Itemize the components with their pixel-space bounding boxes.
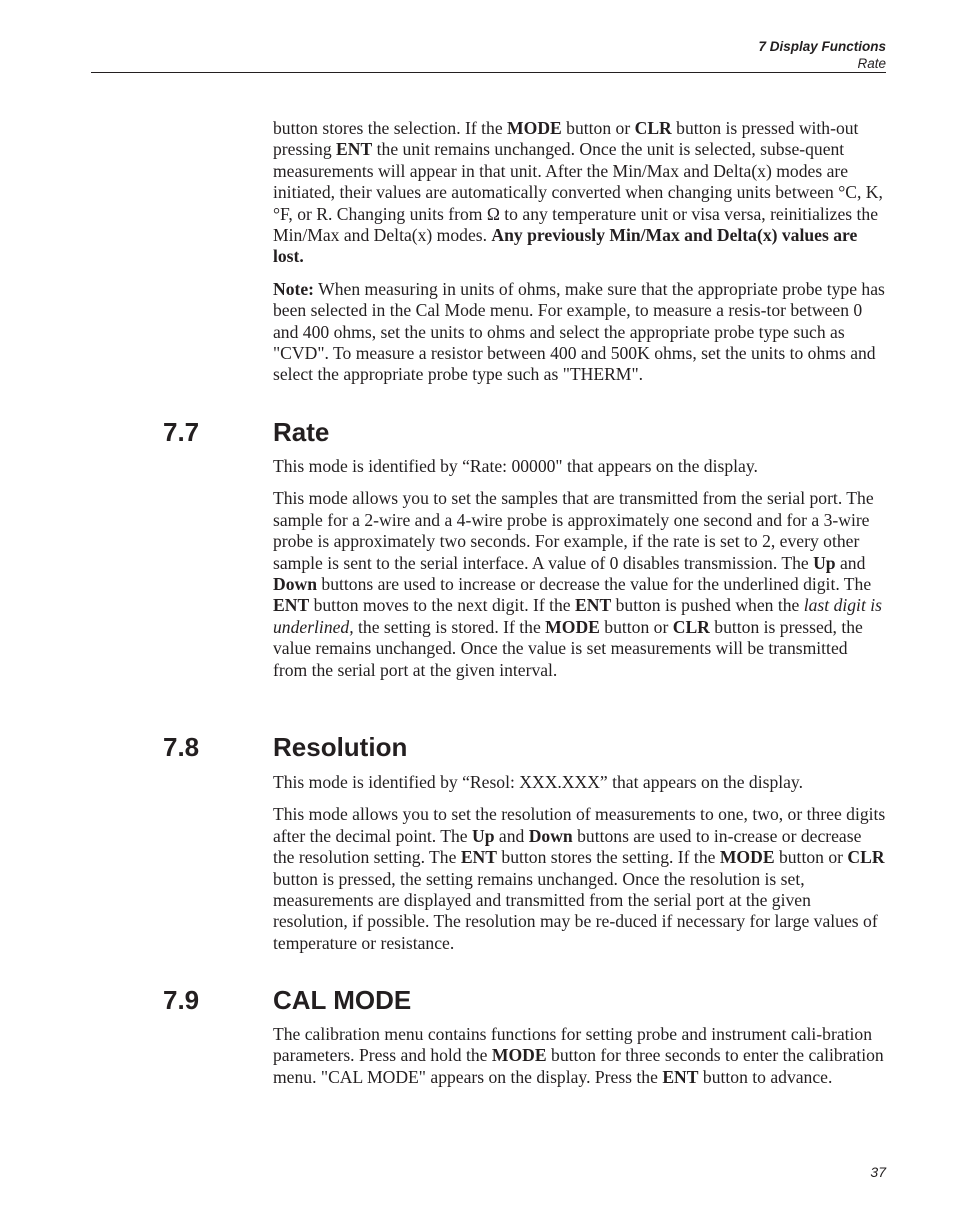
bold-run: ENT xyxy=(273,595,310,616)
text-run: button stores the selection. If the xyxy=(273,118,508,138)
text-run: The calibration menu contains functions for setting probe and instrument cali-bration parameters. Press and hold the xyxy=(273,1024,872,1066)
text-run: This mode is identified by “Resol: XXX.XXX” that appears on the display. xyxy=(273,772,803,792)
bold-run: ENT xyxy=(575,595,612,616)
section-number: 7.7 xyxy=(163,417,200,447)
cal-mode-block xyxy=(273,1024,886,1088)
text-run: button is pressed, the value remains unchanged. Once the value is set measurements will be transmitted from the serial port at the given interval. xyxy=(273,616,863,680)
header-rule xyxy=(91,72,886,73)
text-run: and xyxy=(835,552,866,573)
bold-run: MODE xyxy=(491,1045,547,1066)
rate-intro-paragraph xyxy=(273,456,886,477)
bold-run: MODE xyxy=(545,616,600,637)
rate-block xyxy=(273,456,886,681)
text-run: button or xyxy=(774,847,848,868)
bold-run: Up xyxy=(813,552,836,573)
bold-run: CLR xyxy=(634,118,672,138)
text-run: buttons are used to increase or decrease the value for the underlined digit. The xyxy=(317,574,872,595)
text-run: This mode allows you to set the resolution of measurements to one, two, or three digits after the decimal point. The xyxy=(273,804,886,846)
bold-run: Up xyxy=(472,825,495,846)
bold-run: Down xyxy=(273,574,317,595)
text-run: buttons are used to in-crease or decrease the resolution setting. The xyxy=(273,825,862,868)
text-run: button or xyxy=(561,118,635,138)
note-paragraph xyxy=(273,279,886,386)
bold-run: ENT xyxy=(460,847,497,868)
bold-run: ENT xyxy=(336,139,373,160)
running-head xyxy=(758,38,886,72)
section-number: 7.8 xyxy=(163,732,200,762)
text-run: button is pushed when the xyxy=(611,595,804,616)
bold-run: MODE xyxy=(507,118,562,138)
bold-run: Any previously Min/Max and Delta(x) values are lost. xyxy=(273,225,858,267)
text-run: the setting is stored. If the xyxy=(353,616,546,637)
page-number: 37 xyxy=(870,1164,886,1180)
text-run: button to advance. xyxy=(698,1066,833,1087)
text-run: When measuring in units of ohms, make sure that the appropriate probe type has been selected in the Cal Mode menu. For example, to measure a resis-tor between 0 and 400 ohms, set the units to ohms and select the appropriate probe type such as "CVD". To measure a resistor between 400 and 500K ohms, set the units to ohms and select the appropriate probe type such as "THERM". xyxy=(273,278,885,385)
rate-detail-paragraph xyxy=(273,488,886,681)
running-head-chapter: 7 Display Functions xyxy=(758,39,886,54)
bold-run: CLR xyxy=(672,616,710,637)
section-title: Resolution xyxy=(273,732,408,762)
bold-run: CLR xyxy=(847,847,885,868)
bold-run: ENT xyxy=(662,1066,699,1087)
text-run: This mode allows you to set the samples that are transmitted from the serial port. The sample for a 2-wire and a 4-wire probe is approximately one second and for a 3-wire probe is approximately two seconds. For example, if the rate is set to 2, every other sample is sent to the serial interface. A value of 0 disables transmission. The xyxy=(273,488,874,573)
bold-run: Down xyxy=(528,825,573,846)
resolution-block xyxy=(273,772,886,954)
resolution-detail-paragraph xyxy=(273,804,886,954)
running-head-section: Rate xyxy=(857,56,886,71)
text-run: button moves to the next digit. If the xyxy=(309,595,576,616)
bold-run: MODE xyxy=(719,847,775,868)
text-run: button for three seconds to enter the calibration menu. "CAL MODE" appears on the display. Press the xyxy=(273,1045,884,1087)
text-run: button or xyxy=(599,616,673,637)
text-run: the unit remains unchanged. Once the unit is selected, subse-quent measurements will appear in that unit. After the Min/Max and Delta(x) modes are initiated, their values are automatically converted when changing units between °C, K, °F, or R. Changing units from Ω to any temperature unit or visa versa, reinitializes the Min/Max and Delta(x) modes. xyxy=(273,139,883,246)
text-run: and xyxy=(494,825,529,846)
section-title: CAL MODE xyxy=(273,985,412,1015)
section-title: Rate xyxy=(273,417,330,447)
bold-run: Note: xyxy=(273,278,315,299)
text-run: button stores the setting. If the xyxy=(497,847,720,868)
text-run: button is pressed with-out pressing xyxy=(273,118,859,160)
intro-block xyxy=(273,118,886,386)
resolution-intro-paragraph xyxy=(273,772,886,793)
units-paragraph xyxy=(273,118,886,268)
text-run: This mode is identified by “Rate: 00000" that appears on the display. xyxy=(273,456,758,476)
text-run: button is pressed, the setting remains unchanged. Once the resolution is set, measurements are displayed and transmitted from the serial port at the given resolution, if possible. The resolution may be re-duced if necessary for large values of temperature or resistance. xyxy=(273,868,878,953)
section-number: 7.9 xyxy=(163,985,200,1015)
cal-mode-paragraph xyxy=(273,1024,886,1088)
italic-run: last digit is underlined, xyxy=(273,595,882,637)
